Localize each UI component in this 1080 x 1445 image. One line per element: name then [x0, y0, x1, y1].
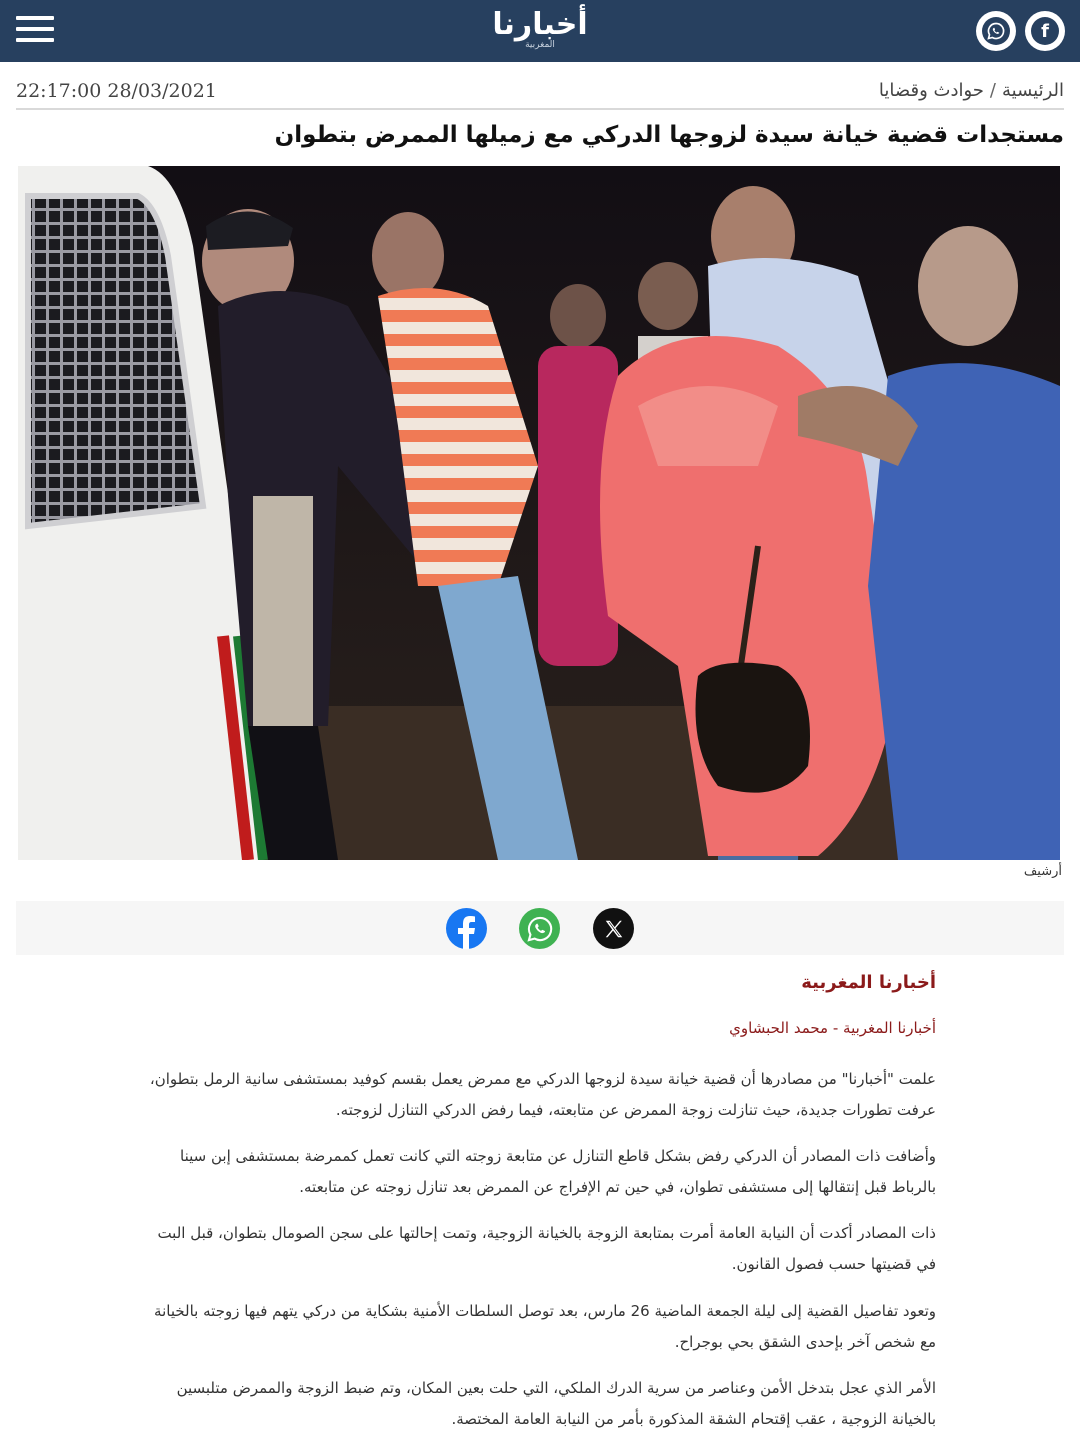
article-paragraph: الأمر الذي عجل بتدخل الأمن وعناصر من سرية الدرك الملكي، التي حلت بعين المكان، وتم ضبط الزوجة والممرض متلبسين بالخيانة الزوجية ، عقب إقتحام الشقة المذكورة بأمر من النيابة العامة المختصة. — [176, 1379, 936, 1428]
share-bar — [16, 901, 1064, 955]
x-icon — [603, 918, 625, 940]
whatsapp-icon — [982, 17, 1010, 45]
facebook-icon — [446, 908, 487, 949]
breadcrumb-home-link[interactable]: الرئيسية — [1002, 80, 1064, 101]
publish-date: 22:17:00 28/03/2021 — [16, 80, 217, 102]
article-title: مستجدات قضية خيانة سيدة لزوجها الدركي مع زميلها الممرض بتطوان — [274, 122, 1064, 148]
header-whatsapp-button[interactable] — [976, 11, 1016, 51]
share-facebook-button[interactable] — [446, 908, 487, 949]
article-byline: أخبارنا المغربية - محمد الحبشاوي — [729, 1019, 936, 1037]
share-whatsapp-button[interactable] — [519, 908, 560, 949]
article-meta — [16, 78, 1064, 110]
article-paragraph: ذات المصادر أكدت أن النيابة العامة أمرت بمتابعة الزوجة بالخيانة الزوجية، وتمت إحالتها على سجن الصومال بتطوان، قبل البت في قضيتها حسب فصول القانون. — [157, 1224, 936, 1273]
share-x-button[interactable] — [593, 908, 634, 949]
breadcrumb-separator: / — [989, 80, 996, 101]
article-paragraph: وتعود تفاصيل القضية إلى ليلة الجمعة الماضية 26 مارس، بعد توصل السلطات الأمنية بشكاية من دركي يتهم فيها زوجته بالخيانة مع شخص آخر بإحدى الشقق بحي بوجراح. — [154, 1302, 936, 1351]
image-caption: أرشيف — [1023, 864, 1062, 879]
article-photo — [18, 166, 1060, 860]
top-header-bar — [0, 0, 1080, 62]
article-paragraph: علمت "أخبارنا" من مصادرها أن قضية خيانة سيدة لزوجها الدركي مع ممرض يعمل بقسم كوفيد بمستشفى سانية الرمل بتطوان، عرفت تطورات جديدة، حيث تنازلت زوجة الممرض عن متابعته، فيما رفض الدركي التنازل لزوجته. — [149, 1070, 936, 1119]
whatsapp-icon — [526, 915, 554, 943]
logo-subtext: المغربية — [525, 40, 555, 50]
breadcrumb-category-link[interactable]: حوادث وقضايا — [878, 80, 984, 101]
breadcrumb — [879, 80, 1064, 101]
header-facebook-button[interactable] — [1025, 11, 1065, 51]
article-paragraph: وأضافت ذات المصادر أن الدركي رفض بشكل قاطع التنازل عن متابعة زوجته التي كانت تعمل كممرضة بمستشفى إبن سينا بالرباط قبل إنتقالها إلى مستشفى تطوان، في حين تم الإفراج عن الممرض بعد تنازل زوجته عن متابعته. — [180, 1147, 936, 1196]
article-source: أخبارنا المغربية — [801, 972, 936, 993]
hamburger-menu-icon[interactable] — [16, 16, 54, 44]
logo-text: أخبارنا — [492, 7, 588, 42]
facebook-icon: f — [1031, 17, 1059, 45]
site-logo[interactable] — [470, 7, 610, 52]
